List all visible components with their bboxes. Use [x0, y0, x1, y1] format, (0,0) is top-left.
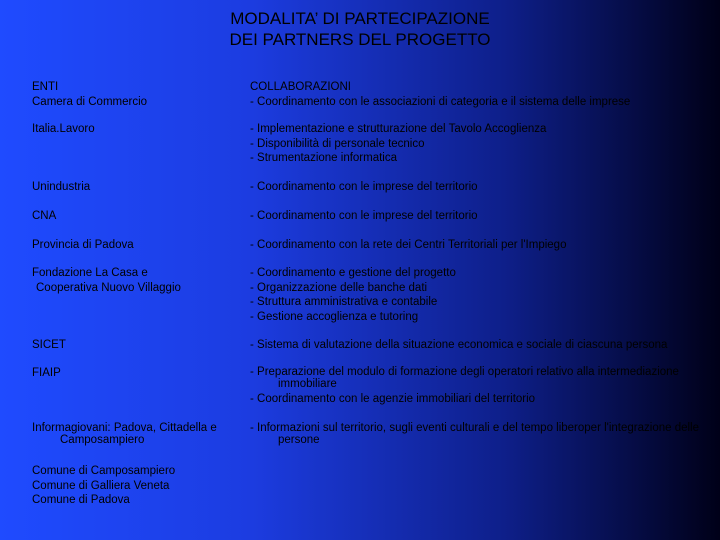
collaborations-header: COLLABORAZIONI [250, 81, 351, 93]
collaboration-item: - Coordinamento con le associazioni di categoria e il sistema delle imprese [250, 95, 631, 108]
title-line-1: MODALITA’ DI PARTECIPAZIONE [230, 9, 490, 28]
entity-name: Comune di Galliera Veneta [32, 479, 170, 492]
collaboration-item: - Preparazione del modulo di formazione degli operatori relativo alla intermediazione immobiliare [250, 366, 679, 390]
collaboration-item: - Implementazione e strutturazione del Tavolo Accoglienza [250, 123, 547, 135]
collaboration-item: - Coordinamento con le imprese del territorio [250, 181, 478, 193]
collaboration-item: - Coordinamento e gestione del progetto [250, 267, 456, 279]
collaboration-item: - Organizzazione delle banche dati [250, 281, 428, 294]
collaboration-item: - Strumentazione informatica [250, 152, 398, 164]
collaboration-item: - Informazioni sul territorio, sugli eventi culturali e del tempo liberoper l'integrazione delle persone [250, 422, 699, 446]
slide-title [0, 8, 720, 50]
entity-name: Provincia di Padova [32, 239, 134, 251]
collaboration-item: - Coordinamento con la rete dei Centri Territoriali per l'Impiego [250, 239, 567, 251]
collaboration-item: - Gestione accoglienza e tutoring [250, 310, 419, 323]
entities-header: ENTI [32, 81, 59, 93]
entity-name: FIAIP [32, 367, 61, 379]
entity-name: Camera di Commercio [32, 95, 148, 108]
entity-name: SICET [32, 339, 66, 351]
entity-name: Comune di Padova [32, 494, 130, 506]
entity-name: Comune di Camposampiero [32, 465, 176, 477]
collaboration-item: - Disponibilità di personale tecnico [250, 137, 425, 150]
collaboration-item: - Coordinamento con le agenzie immobiliari del territorio [250, 393, 536, 405]
entity-name: Informagiovani: Padova, Cittadella e Camposampiero [32, 422, 217, 446]
entity-name: Italia.Lavoro [32, 123, 95, 135]
collaboration-item: - Coordinamento con le imprese del territorio [250, 210, 478, 222]
entity-name: Fondazione La Casa e Cooperativa Nuovo Villaggio [32, 267, 181, 294]
entity-name: CNA [32, 210, 57, 222]
collaboration-item: - Struttura amministrativa e contabile [250, 296, 438, 308]
entity-name: Unindustria [32, 181, 91, 193]
collaboration-item: - Sistema di valutazione della situazione economica e sociale di ciascuna persona [250, 339, 668, 351]
title-line-2: DEI PARTNERS DEL PROGETTO [229, 30, 491, 49]
